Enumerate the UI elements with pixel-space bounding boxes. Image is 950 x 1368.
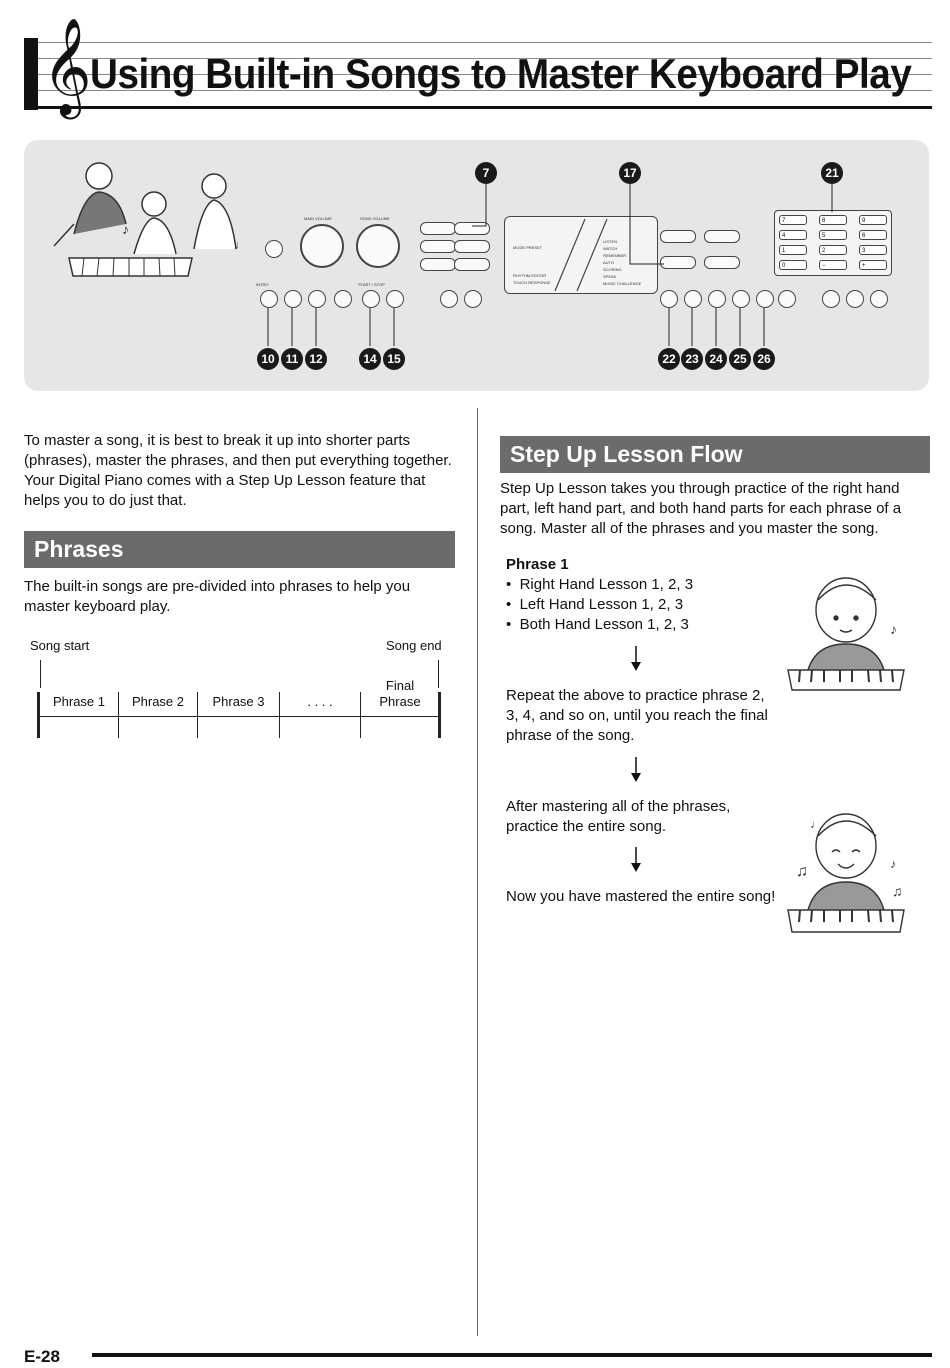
down-arrow-icon — [630, 646, 642, 672]
svg-text:♪: ♪ — [890, 857, 896, 871]
numpad-key[interactable]: 8 — [819, 215, 847, 225]
song-volume-label: SONG VOLUME — [360, 216, 390, 221]
header-underline — [38, 106, 932, 109]
callout-7: 7 — [475, 162, 497, 184]
button-label: START / STOP — [358, 282, 385, 287]
phrase-cell: Phrase 3 — [212, 694, 265, 709]
display-label: RHYTHM EDITOR — [513, 273, 547, 278]
callout-14: 14 — [359, 348, 381, 370]
girl-practicing-illustration — [786, 570, 912, 692]
numpad-key[interactable]: 6 — [859, 230, 887, 240]
callout-24: 24 — [705, 348, 727, 370]
numpad-key[interactable]: 3 — [859, 245, 887, 255]
display-label: MUSIC CHALLENGE — [603, 281, 642, 286]
footer-rule — [92, 1353, 932, 1357]
step-up-paragraph: Step Up Lesson takes you through practice of the right hand part, left hand part, and both hand parts for each phrase of a song. Master all of the phrases and you master the song. — [500, 480, 902, 537]
numpad-key[interactable]: 7 — [779, 215, 807, 225]
phrases-paragraph: The built-in songs are pre-divided into phrases to help you master keyboard play. — [24, 578, 411, 615]
song-end-label: Song end — [386, 638, 442, 653]
callout-10: 10 — [257, 348, 279, 370]
svg-text:♩: ♩ — [810, 817, 822, 831]
bullet-item: • Left Hand Lesson 1, 2, 3 — [506, 596, 684, 613]
page-number: E-28 — [24, 1347, 60, 1366]
bullet-item: • Right Hand Lesson 1, 2, 3 — [506, 576, 694, 593]
phrase-cell: Phrase 1 — [52, 694, 106, 709]
page-header — [24, 17, 932, 115]
callout-17: 17 — [619, 162, 641, 184]
staff-line — [38, 42, 932, 43]
phrase-cell: Phrase 2 — [131, 694, 185, 709]
intro-paragraph: To master a song, it is best to break it up into shorter parts (phrases), master the phrases, and then put everything together. Your Digital Piano comes with a Step Up Lesson feature that helps you to do just that. — [24, 432, 452, 509]
callout-25: 25 — [729, 348, 751, 370]
phrase-cell: . . . . — [307, 694, 333, 709]
girl-happy-illustration — [786, 806, 912, 936]
callout-21: 21 — [821, 162, 843, 184]
display-label: LISTEN — [603, 239, 618, 244]
repeat-step-text: Repeat the above to practice phrase 2, 3, 4, and so on, until you reach the final phrase of the song. — [506, 687, 768, 744]
svg-text:♪: ♪ — [122, 221, 129, 237]
phrase-cell-final: Final Phrase — [379, 678, 421, 709]
numpad-key[interactable]: + — [859, 260, 887, 270]
down-arrow-icon — [630, 757, 642, 783]
keyboard-panel-illustration — [24, 140, 929, 391]
callout-23: 23 — [681, 348, 703, 370]
header-bar — [24, 38, 38, 110]
step-up-heading: Step Up Lesson Flow — [500, 436, 930, 473]
song-start-label: Song start — [30, 638, 90, 653]
display-label: SCORING — [603, 267, 622, 272]
numpad-key[interactable]: 2 — [819, 245, 847, 255]
svg-text:♩: ♩ — [234, 238, 246, 252]
button-label: INTRO — [256, 282, 269, 287]
display-label: MODE PRESET — [513, 245, 543, 250]
numpad-key[interactable]: 5 — [819, 230, 847, 240]
numpad-key[interactable]: − — [819, 260, 847, 270]
page-title: Using Built-in Songs to Master Keyboard Play — [90, 50, 912, 97]
master-phrases-text: After mastering all of the phrases, practice the entire song. — [506, 798, 731, 835]
numpad-key[interactable]: 0 — [779, 260, 807, 270]
svg-text:♫: ♫ — [796, 863, 808, 880]
display-label: REMEMBER — [603, 253, 627, 258]
display-label: TOUCH RESPONSE — [513, 280, 551, 285]
treble-clef-icon: 𝄞 — [42, 17, 92, 115]
numpad-key[interactable]: 4 — [779, 230, 807, 240]
numpad-key[interactable]: 9 — [859, 215, 887, 225]
display-label: AUTO — [603, 260, 615, 265]
bullet-item: • Both Hand Lesson 1, 2, 3 — [506, 616, 689, 633]
down-arrow-icon — [630, 847, 642, 873]
callout-12: 12 — [305, 348, 327, 370]
svg-text:♪: ♪ — [890, 621, 897, 637]
callout-22: 22 — [658, 348, 680, 370]
display-label: WATCH — [603, 246, 618, 251]
callout-15: 15 — [383, 348, 405, 370]
display-label: SPEAK — [603, 274, 617, 279]
phrase-1-title: Phrase 1 — [506, 556, 569, 573]
mastered-text: Now you have mastered the entire song! — [506, 888, 776, 905]
main-volume-label: MAIN VOLUME — [304, 216, 333, 221]
callout-11: 11 — [281, 348, 303, 370]
numpad-key[interactable]: 1 — [779, 245, 807, 255]
svg-text:♫: ♫ — [892, 883, 903, 899]
phrase-diagram — [28, 636, 448, 746]
callout-26: 26 — [753, 348, 775, 370]
column-divider — [477, 408, 478, 1336]
phrases-heading: Phrases — [24, 531, 455, 568]
